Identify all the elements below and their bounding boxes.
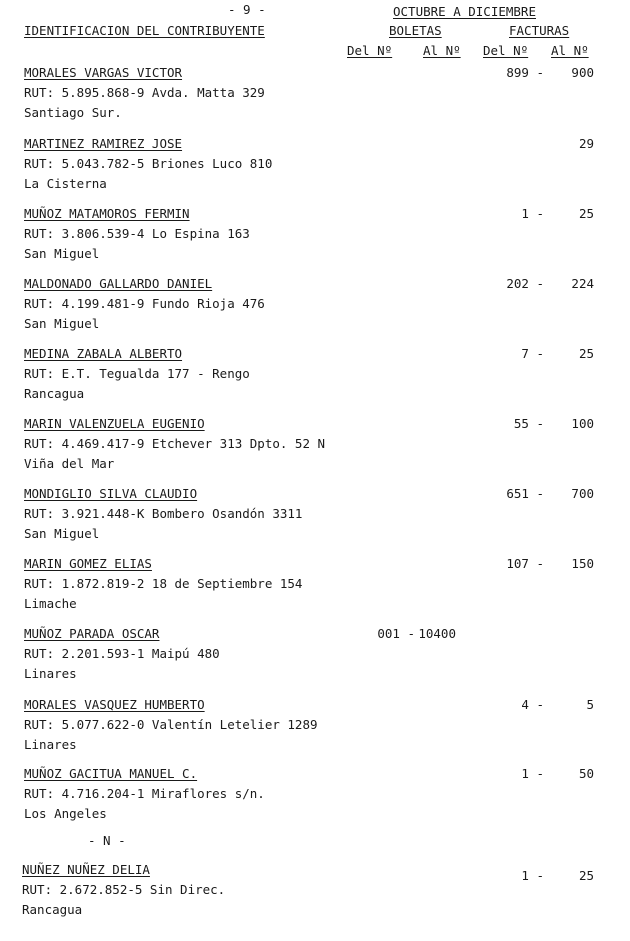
list-item xyxy=(0,697,630,767)
factura-to: 900 xyxy=(571,65,594,80)
taxpayer-city: San Miguel xyxy=(24,526,100,541)
factura-from: 55 - xyxy=(513,416,544,431)
facturas-del-heading: Del Nº xyxy=(483,43,529,58)
period-heading: OCTUBRE A DICIEMBRE xyxy=(393,4,536,19)
factura-from: 899 - xyxy=(506,65,544,80)
factura-to: 5 xyxy=(586,697,594,712)
factura-from: 1 - xyxy=(521,868,544,883)
factura-to: 25 xyxy=(578,206,594,221)
factura-from: 1 - xyxy=(521,206,544,221)
list-item xyxy=(0,136,630,206)
taxpayer-name: MORALES VASQUEZ HUMBERTO xyxy=(24,697,205,712)
boleta-to: 10400 xyxy=(418,626,456,641)
taxpayer-city: Los Angeles xyxy=(24,806,107,821)
taxpayer-rut-address: RUT: 3.921.448-K Bombero Osandón 3311 xyxy=(24,506,303,521)
taxpayer-rut-address: RUT: 4.199.481-9 Fundo Rioja 476 xyxy=(24,296,265,311)
taxpayer-city: Santiago Sur. xyxy=(24,105,122,120)
list-item xyxy=(0,766,630,836)
taxpayer-rut-address: RUT: 2.672.852-5 Sin Direc. xyxy=(22,882,226,897)
taxpayer-rut-address: RUT: 5.077.622-0 Valentín Letelier 1289 xyxy=(24,717,318,732)
list-item xyxy=(0,346,630,416)
taxpayer-city: Linares xyxy=(24,666,77,681)
list-item xyxy=(0,862,630,932)
list-item xyxy=(0,65,630,135)
taxpayer-name: MUÑOZ GACITUA MANUEL C. xyxy=(24,766,198,781)
facturas-al-heading: Al Nº xyxy=(551,43,589,58)
factura-from: 1 - xyxy=(521,766,544,781)
factura-from: 651 - xyxy=(506,486,544,501)
taxpayer-rut-address: RUT: 5.895.868-9 Avda. Matta 329 xyxy=(24,85,265,100)
list-item xyxy=(0,206,630,276)
factura-to: 25 xyxy=(578,346,594,361)
list-item xyxy=(0,276,630,346)
taxpayer-city: Limache xyxy=(24,596,77,611)
taxpayer-name: MARTINEZ RAMIREZ JOSE xyxy=(24,136,183,151)
taxpayer-name: MEDINA ZABALA ALBERTO xyxy=(24,346,183,361)
taxpayer-rut-address: RUT: 4.469.417-9 Etchever 313 Dpto. 52 N xyxy=(24,436,326,451)
factura-to: 29 xyxy=(578,136,594,151)
factura-from: 107 - xyxy=(506,556,544,571)
boletas-del-heading: Del Nº xyxy=(347,43,393,58)
facturas-heading: FACTURAS xyxy=(509,23,570,38)
taxpayer-rut-address: RUT: 3.806.539-4 Lo Espina 163 xyxy=(24,226,250,241)
list-item xyxy=(0,556,630,626)
taxpayer-rut-address: RUT: 4.716.204-1 Miraflores s/n. xyxy=(24,786,265,801)
taxpayer-city: La Cisterna xyxy=(24,176,107,191)
factura-to: 25 xyxy=(578,868,594,883)
id-column-heading: IDENTIFICACION DEL CONTRIBUYENTE xyxy=(24,23,265,38)
taxpayer-city: Rancagua xyxy=(24,386,85,401)
boletas-heading: BOLETAS xyxy=(389,23,442,38)
factura-to: 50 xyxy=(578,766,594,781)
taxpayer-city: San Miguel xyxy=(24,246,100,261)
taxpayer-name: MARIN GOMEZ ELIAS xyxy=(24,556,152,571)
taxpayer-rut-address: RUT: 5.043.782-5 Briones Luco 810 xyxy=(24,156,273,171)
taxpayer-name: MARIN VALENZUELA EUGENIO xyxy=(24,416,205,431)
list-item xyxy=(0,486,630,556)
taxpayer-name: MUÑOZ MATAMOROS FERMIN xyxy=(24,206,190,221)
taxpayer-city: Rancagua xyxy=(22,902,83,917)
taxpayer-name: NUÑEZ NUÑEZ DELIA xyxy=(22,862,150,877)
taxpayer-rut-address: RUT: E.T. Tegualda 177 - Rengo xyxy=(24,366,250,381)
taxpayer-city: Viña del Mar xyxy=(24,456,115,471)
taxpayer-name: MALDONADO GALLARDO DANIEL xyxy=(24,276,213,291)
factura-from: 7 - xyxy=(521,346,544,361)
taxpayer-name: MUÑOZ PARADA OSCAR xyxy=(24,626,160,641)
factura-from: 202 - xyxy=(506,276,544,291)
taxpayer-city: Linares xyxy=(24,737,77,752)
taxpayer-name: MORALES VARGAS VICTOR xyxy=(24,65,183,80)
taxpayer-name: MONDIGLIO SILVA CLAUDIO xyxy=(24,486,198,501)
list-item xyxy=(0,416,630,486)
boletas-al-heading: Al Nº xyxy=(423,43,461,58)
section-divider: - N - xyxy=(88,833,126,848)
factura-to: 150 xyxy=(571,556,594,571)
taxpayer-rut-address: RUT: 2.201.593-1 Maipú 480 xyxy=(24,646,220,661)
boleta-from: 001 - xyxy=(377,626,415,641)
factura-to: 700 xyxy=(571,486,594,501)
taxpayer-city: San Miguel xyxy=(24,316,100,331)
taxpayer-rut-address: RUT: 1.872.819-2 18 de Septiembre 154 xyxy=(24,576,303,591)
list-item xyxy=(0,626,630,696)
page-number: - 9 - xyxy=(228,2,266,17)
factura-to: 100 xyxy=(571,416,594,431)
factura-to: 224 xyxy=(571,276,594,291)
factura-from: 4 - xyxy=(521,697,544,712)
